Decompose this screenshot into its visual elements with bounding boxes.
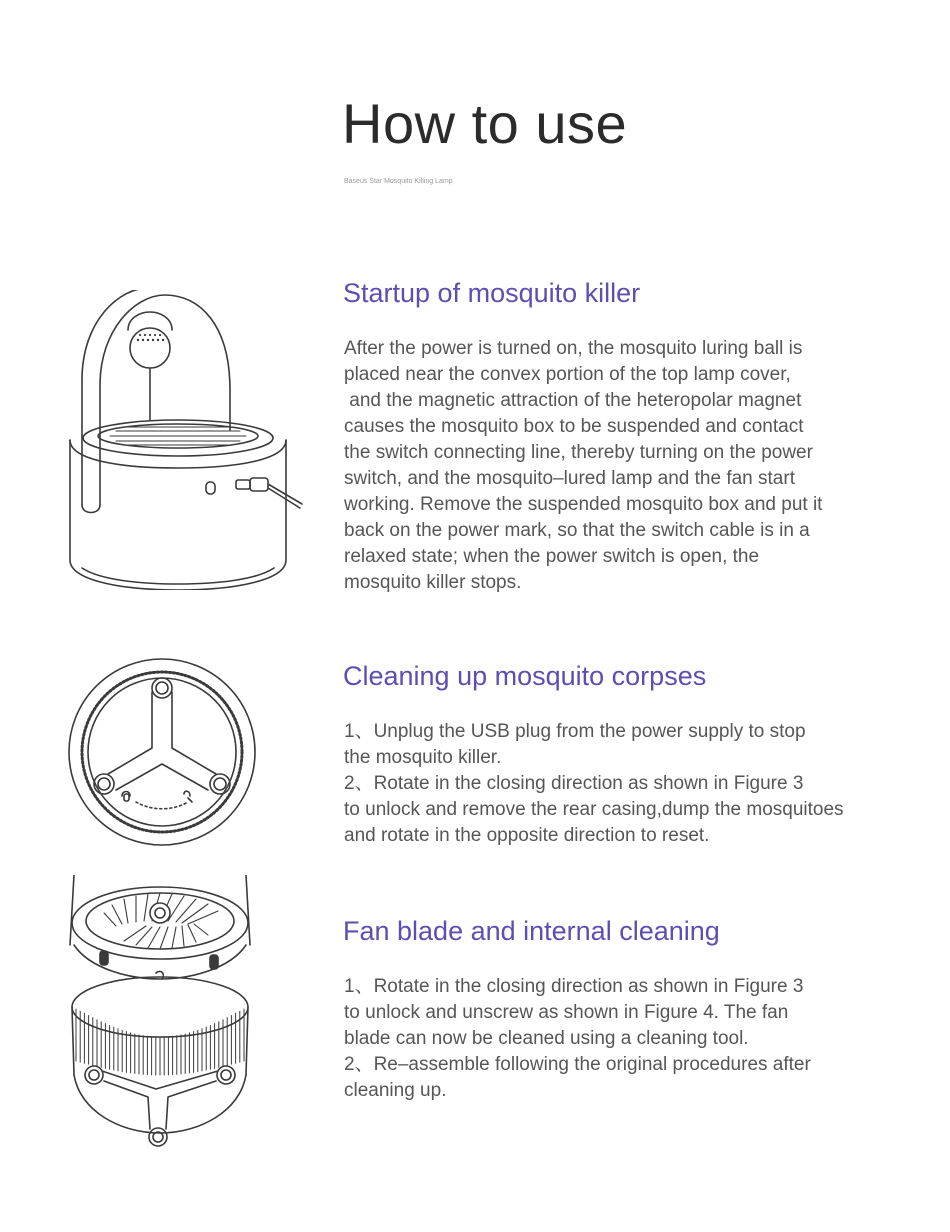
text-line: mosquito killer stops.: [344, 572, 522, 593]
fan-blade-disassembly-illustration: [60, 875, 260, 1147]
page-title: How to use: [342, 92, 628, 155]
text-line: placed near the convex portion of the top lamp cover,: [344, 364, 791, 385]
text-line: After the power is turned on, the mosquito luring ball is: [344, 338, 803, 359]
text-line: cleaning up.: [344, 1080, 447, 1101]
text-line: 2、Rotate in the closing direction as shown in Figure 3: [344, 773, 804, 794]
section-startup-body: [344, 336, 822, 596]
text-line: to unlock and remove the rear casing,dump the mosquitoes: [344, 799, 844, 820]
text-line: 1、Unplug the USB plug from the power supply to stop: [344, 721, 806, 742]
rear-casing-rotation-illustration: [66, 656, 258, 848]
text-line: back on the power mark, so that the switch cable is in a: [344, 520, 810, 541]
text-line: 1、Rotate in the closing direction as shown in Figure 3: [344, 976, 804, 997]
text-line: switch, and the mosquito–lured lamp and the fan start: [344, 468, 795, 489]
text-line: blade can now be cleaned using a cleaning tool.: [344, 1028, 749, 1049]
text-line: and the magnetic attraction of the heteropolar magnet: [344, 390, 802, 411]
text-line: to unlock and unscrew as shown in Figure 4. The fan: [344, 1002, 789, 1023]
section-fan-title: Fan blade and internal cleaning: [343, 916, 720, 946]
text-line: and rotate in the opposite direction to reset.: [344, 825, 710, 846]
text-line: the switch connecting line, thereby turning on the power: [344, 442, 813, 463]
text-line: working. Remove the suspended mosquito box and put it: [344, 494, 823, 515]
section-cleaning-title: Cleaning up mosquito corpses: [343, 661, 707, 691]
section-fan-body: [344, 974, 811, 1104]
text-line: 2、Re–assemble following the original procedures after: [344, 1054, 811, 1075]
section-cleaning-body: [344, 719, 844, 849]
text-line: causes the mosquito box to be suspended and contact: [344, 416, 804, 437]
lamp-with-usb-cable-illustration: [60, 290, 310, 590]
section-startup-title: Startup of mosquito killer: [343, 278, 641, 308]
page-subtitle: Baseus Star Mosquito Killing Lamp: [344, 178, 453, 185]
text-line: the mosquito killer.: [344, 747, 502, 768]
text-line: relaxed state; when the power switch is open, the: [344, 546, 760, 567]
